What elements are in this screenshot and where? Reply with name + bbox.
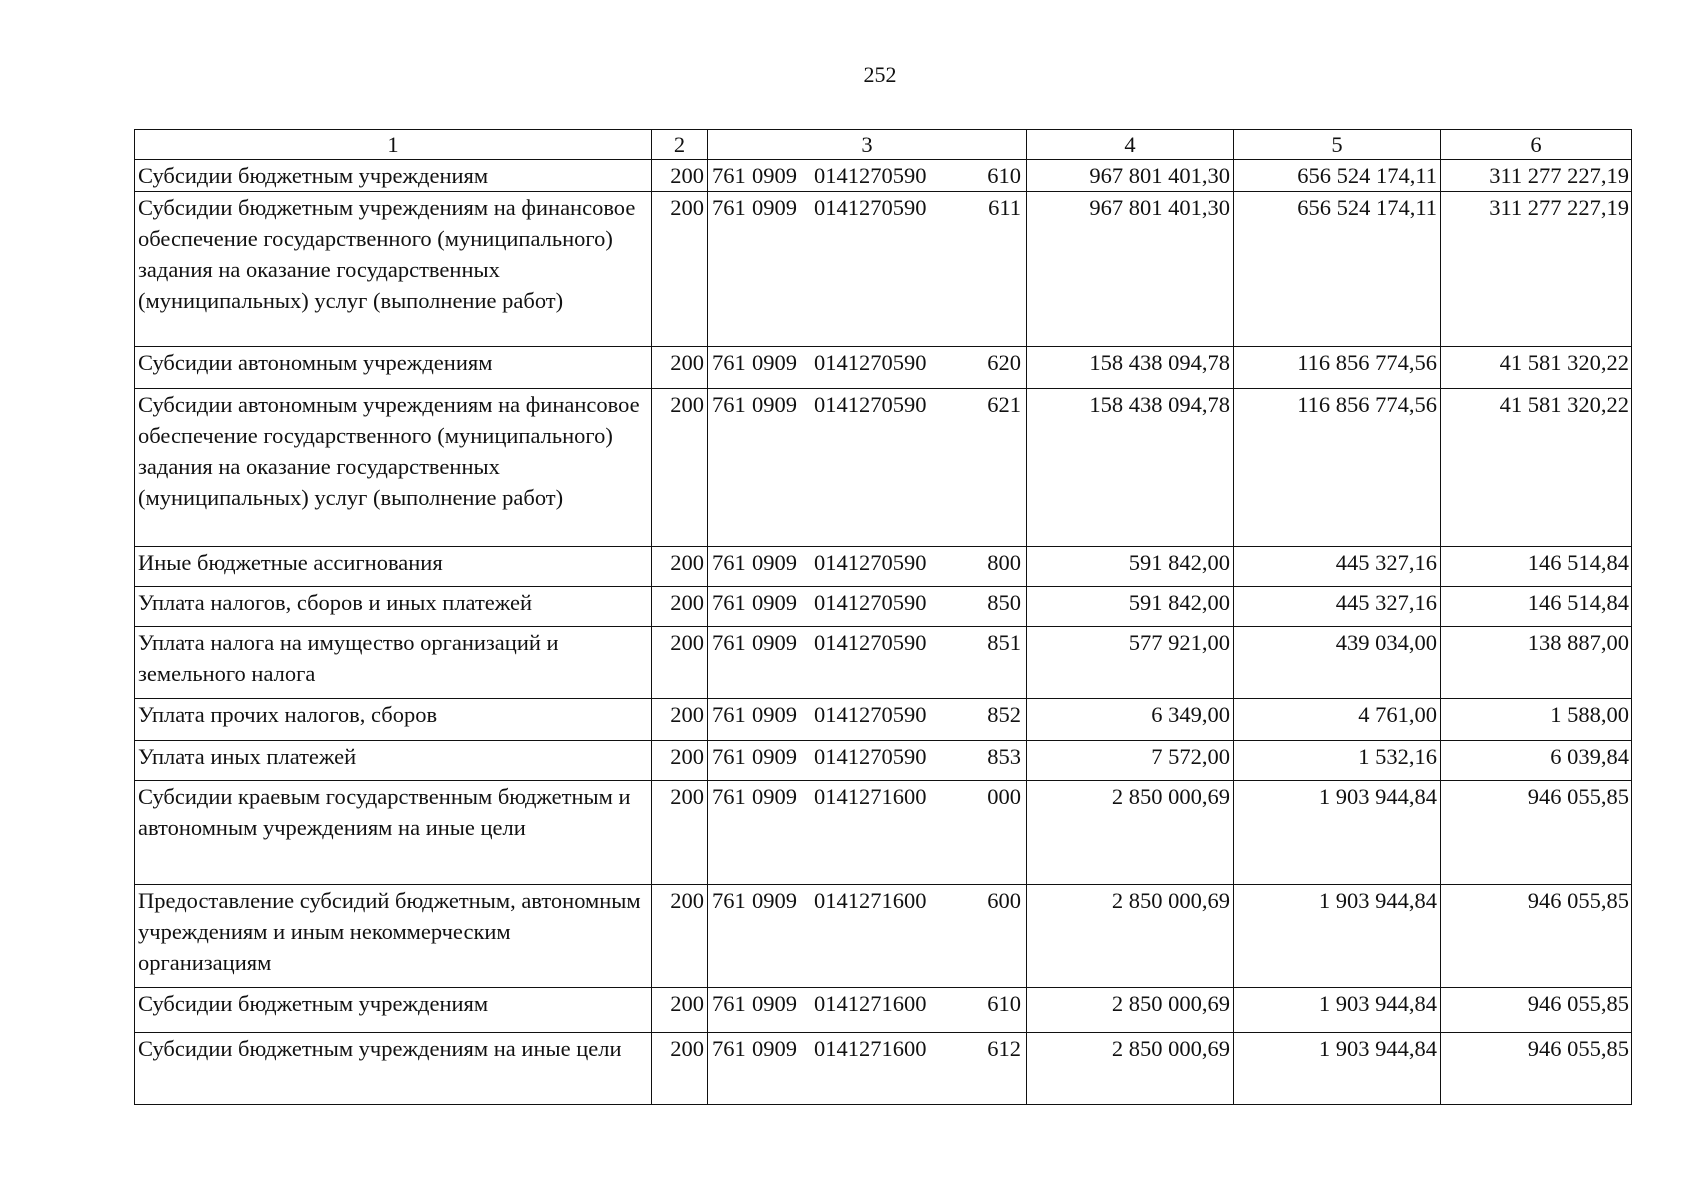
row-name: Субсидии бюджетным учреждениям (135, 160, 652, 192)
table-row (135, 587, 1632, 627)
row-col-4: 158 438 094,78 (1027, 389, 1234, 547)
row-col-2: 200 (652, 988, 708, 1033)
code-ved: 761 (712, 744, 746, 769)
row-name: Уплата прочих налогов, сборов (135, 699, 652, 741)
row-col-6: 146 514,84 (1441, 547, 1632, 587)
code-rz: 0909 (752, 991, 797, 1016)
row-col-2: 200 (652, 1033, 708, 1105)
table-body (135, 130, 1632, 1105)
row-col-4: 967 801 401,30 (1027, 160, 1234, 192)
row-code (708, 627, 1027, 699)
code-vr: 621 (987, 392, 1021, 417)
code-vr: 620 (987, 350, 1021, 375)
table-row (135, 627, 1632, 699)
table-row (135, 741, 1632, 781)
code-rz: 0909 (752, 784, 797, 809)
row-col-2: 200 (652, 627, 708, 699)
code-ved: 761 (712, 195, 746, 220)
code-csr: 0141270590 (814, 744, 927, 769)
table-row (135, 885, 1632, 988)
row-col-5: 656 524 174,11 (1234, 192, 1441, 347)
row-name: Субсидии бюджетным учреждениям на иные цели (135, 1033, 652, 1105)
code-csr: 0141271600 (814, 991, 927, 1016)
code-ved: 761 (712, 702, 746, 727)
budget-table (134, 129, 1632, 1105)
code-csr: 0141271600 (814, 784, 927, 809)
row-name: Субсидии автономным учреждениям (135, 347, 652, 389)
row-col-5: 656 524 174,11 (1234, 160, 1441, 192)
row-col-4: 2 850 000,69 (1027, 885, 1234, 988)
header-row (135, 130, 1632, 160)
row-code (708, 885, 1027, 988)
row-col-4: 591 842,00 (1027, 587, 1234, 627)
row-col-5: 1 903 944,84 (1234, 988, 1441, 1033)
code-csr: 0141271600 (814, 1036, 927, 1061)
row-col-2: 200 (652, 741, 708, 781)
code-rz: 0909 (752, 1036, 797, 1061)
code-vr: 611 (988, 195, 1021, 220)
row-col-4: 2 850 000,69 (1027, 781, 1234, 885)
row-col-5: 1 903 944,84 (1234, 885, 1441, 988)
row-name: Субсидии автономным учреждениям на финансовое обеспечение государственного (муниципального) задания на оказание государственных (муниципальных) услуг (выполнение работ) (135, 389, 652, 547)
header-col-6: 6 (1441, 130, 1632, 160)
row-col-4: 158 438 094,78 (1027, 347, 1234, 389)
row-col-6: 1 588,00 (1441, 699, 1632, 741)
row-code (708, 741, 1027, 781)
code-vr: 612 (987, 1036, 1021, 1061)
row-col-6: 946 055,85 (1441, 885, 1632, 988)
code-vr: 850 (987, 590, 1021, 615)
row-code (708, 160, 1027, 192)
table-row (135, 1033, 1632, 1105)
row-col-5: 1 532,16 (1234, 741, 1441, 781)
row-col-4: 2 850 000,69 (1027, 988, 1234, 1033)
header-col-2: 2 (652, 130, 708, 160)
row-col-5: 116 856 774,56 (1234, 389, 1441, 547)
row-col-5: 445 327,16 (1234, 547, 1441, 587)
table-row (135, 192, 1632, 347)
row-code (708, 347, 1027, 389)
row-code (708, 192, 1027, 347)
table-row (135, 347, 1632, 389)
code-rz: 0909 (752, 630, 797, 655)
row-col-5: 1 903 944,84 (1234, 1033, 1441, 1105)
code-vr: 600 (987, 888, 1021, 913)
row-col-2: 200 (652, 347, 708, 389)
row-col-5: 439 034,00 (1234, 627, 1441, 699)
code-rz: 0909 (752, 163, 797, 188)
code-ved: 761 (712, 550, 746, 575)
row-col-5: 445 327,16 (1234, 587, 1441, 627)
page-number: 252 (863, 62, 897, 87)
table-row (135, 160, 1632, 192)
code-rz: 0909 (752, 590, 797, 615)
row-col-4: 591 842,00 (1027, 547, 1234, 587)
row-name: Иные бюджетные ассигнования (135, 547, 652, 587)
table-row (135, 988, 1632, 1033)
row-col-2: 200 (652, 781, 708, 885)
row-col-2: 200 (652, 885, 708, 988)
row-col-6: 946 055,85 (1441, 1033, 1632, 1105)
code-vr: 851 (987, 630, 1021, 655)
row-col-4: 577 921,00 (1027, 627, 1234, 699)
row-col-4: 967 801 401,30 (1027, 192, 1234, 347)
row-col-2: 200 (652, 699, 708, 741)
table-row (135, 781, 1632, 885)
row-col-6: 946 055,85 (1441, 988, 1632, 1033)
code-rz: 0909 (752, 350, 797, 375)
code-csr: 0141270590 (814, 550, 927, 575)
code-vr: 853 (987, 744, 1021, 769)
code-csr: 0141270590 (814, 163, 927, 188)
code-rz: 0909 (752, 888, 797, 913)
row-col-2: 200 (652, 587, 708, 627)
row-col-5: 116 856 774,56 (1234, 347, 1441, 389)
code-vr: 610 (987, 163, 1021, 188)
row-col-4: 7 572,00 (1027, 741, 1234, 781)
row-col-4: 2 850 000,69 (1027, 1033, 1234, 1105)
header-col-3: 3 (708, 130, 1027, 160)
code-rz: 0909 (752, 702, 797, 727)
row-col-6: 138 887,00 (1441, 627, 1632, 699)
code-csr: 0141270590 (814, 590, 927, 615)
row-code (708, 781, 1027, 885)
row-col-6: 146 514,84 (1441, 587, 1632, 627)
code-vr: 610 (987, 991, 1021, 1016)
row-name: Уплата иных платежей (135, 741, 652, 781)
row-col-2: 200 (652, 547, 708, 587)
header-col-4: 4 (1027, 130, 1234, 160)
table-row (135, 389, 1632, 547)
row-code (708, 988, 1027, 1033)
code-csr: 0141270590 (814, 630, 927, 655)
code-csr: 0141270590 (814, 350, 927, 375)
row-code (708, 699, 1027, 741)
code-vr: 000 (987, 784, 1021, 809)
code-ved: 761 (712, 163, 746, 188)
code-ved: 761 (712, 1036, 746, 1061)
row-code (708, 547, 1027, 587)
code-csr: 0141270590 (814, 392, 927, 417)
code-ved: 761 (712, 590, 746, 615)
row-col-6: 41 581 320,22 (1441, 389, 1632, 547)
row-col-2: 200 (652, 192, 708, 347)
code-rz: 0909 (752, 550, 797, 575)
code-rz: 0909 (752, 195, 797, 220)
row-name: Субсидии краевым государственным бюджетным и автономным учреждениям на иные цели (135, 781, 652, 885)
code-ved: 761 (712, 392, 746, 417)
row-col-5: 1 903 944,84 (1234, 781, 1441, 885)
row-code (708, 389, 1027, 547)
row-name: Субсидии бюджетным учреждениям на финансовое обеспечение государственного (муниципального) задания на оказание государственных (муниципальных) услуг (выполнение работ) (135, 192, 652, 347)
row-name: Субсидии бюджетным учреждениям (135, 988, 652, 1033)
row-col-5: 4 761,00 (1234, 699, 1441, 741)
row-name: Уплата налога на имущество организаций и земельного налога (135, 627, 652, 699)
row-col-6: 311 277 227,19 (1441, 160, 1632, 192)
row-col-6: 41 581 320,22 (1441, 347, 1632, 389)
row-name: Предоставление субсидий бюджетным, автономным учреждениям и иным некоммерческим организациям (135, 885, 652, 988)
table-row (135, 699, 1632, 741)
row-col-2: 200 (652, 160, 708, 192)
code-rz: 0909 (752, 392, 797, 417)
row-col-6: 6 039,84 (1441, 741, 1632, 781)
code-csr: 0141270590 (814, 702, 927, 727)
row-col-6: 946 055,85 (1441, 781, 1632, 885)
code-ved: 761 (712, 888, 746, 913)
code-csr: 0141271600 (814, 888, 927, 913)
header-col-1: 1 (135, 130, 652, 160)
code-ved: 761 (712, 630, 746, 655)
code-vr: 800 (987, 550, 1021, 575)
row-col-2: 200 (652, 389, 708, 547)
row-name: Уплата налогов, сборов и иных платежей (135, 587, 652, 627)
code-csr: 0141270590 (814, 195, 927, 220)
code-rz: 0909 (752, 744, 797, 769)
header-col-5: 5 (1234, 130, 1441, 160)
row-code (708, 587, 1027, 627)
row-col-4: 6 349,00 (1027, 699, 1234, 741)
row-col-6: 311 277 227,19 (1441, 192, 1632, 347)
table-row (135, 547, 1632, 587)
row-code (708, 1033, 1027, 1105)
code-ved: 761 (712, 350, 746, 375)
code-ved: 761 (712, 784, 746, 809)
code-vr: 852 (987, 702, 1021, 727)
code-ved: 761 (712, 991, 746, 1016)
